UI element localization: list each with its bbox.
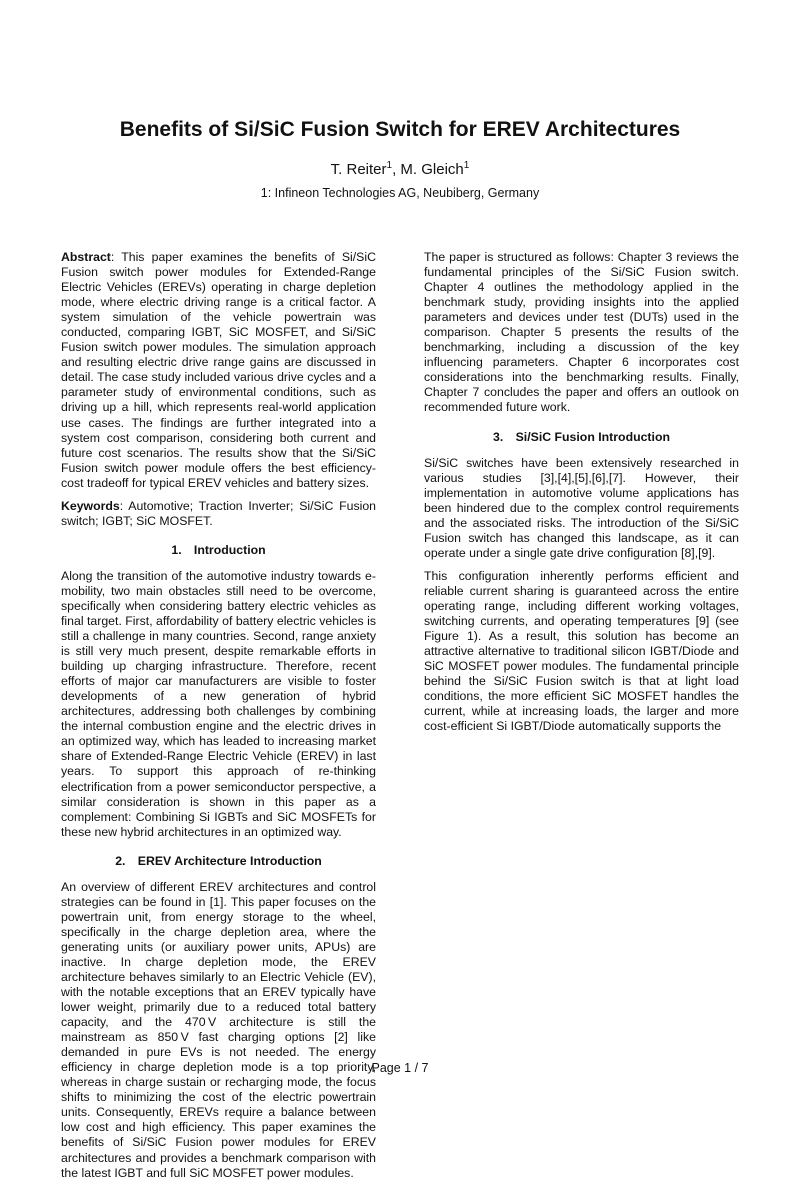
section-heading: 2. EREV Architecture Introduction bbox=[115, 853, 322, 868]
keywords-paragraph bbox=[61, 499, 376, 529]
keywords-text: : Automotive; Traction Inverter; Si/SiC Fusion switch; IGBT; SiC MOSFET. bbox=[61, 498, 376, 528]
affiliation: 1: Infineon Technologies AG, Neubiberg, Germany bbox=[260, 186, 540, 200]
keywords-label: Keywords bbox=[61, 498, 120, 513]
abstract-text: : This paper examines the benefits of Si/SiC Fusion switch power modules for Extended-Range Electric Vehicles (EREVs) operating in charge depletion mode, where electric driving range is a critical factor. A system simulation of the vehicle powertrain was conducted, comparing IGBT, SiC MOSFET, and Si/SiC Fusion switch power modules. The simulation approach and resulting electric drive range gains are discussed in detail. The case study included various drive cycles and a parameter study of environmental conditions, such as driving up a hill, which represents real-world application use cases. The findings are further integrated into a system cost comparison, considering both current and future cost scenarios. The results show that the Si/SiC Fusion switch power module offers the best efficiency-cost tradeoff for typical EREV vehicles and battery sizes. bbox=[61, 250, 376, 490]
section-heading: 3. Si/SiC Fusion Introduction bbox=[493, 429, 670, 444]
affiliation-marker: 1 bbox=[386, 160, 393, 171]
section-heading: 1. Introduction bbox=[171, 542, 266, 557]
body-paragraph: This configuration inherently performs efficient and reliable current sharing is guaranteed across the entire operating range, including different working voltages, switching currents, and operating temperatures [9] (see Figure 1). As a result, this solution has become an attractive alternative to traditional silicon IGBT/Diode and SiC MOSFET power modules. The fundamental principle behind the Si/SiC Fusion switch is that at light load conditions, the more efficient SiC MOSFET handles the current, while at increasing loads, the larger and more cost-efficient Si IGBT/Diode automatically supports the bbox=[424, 568, 739, 734]
author-separator: , bbox=[392, 161, 401, 178]
abstract-label: Abstract bbox=[61, 250, 111, 264]
body-paragraph: An overview of different EREV architectures and control strategies can be found in [1]. This paper focuses on the powertrain unit, from energy storage to the wheel, specifically in the charge depletion area, where the generating units (or auxiliary power units, APUs) are inactive. In charge depletion mode, the EREV architecture behaves similarly to an Electric Vehicle (EV), with the notable exceptions that an EREV typically have lower weight, primarily due to a reduced total battery capacity, and the 470 V architecture is still the mainstream as 850 V fast charging options [2] like demanded in pure EVs is not needed. The energy efficiency in charge depletion mode is a top priority, whereas in charge sustain or recharging mode, the focus shifts to minimizing the cost of the electric powertrain units. Consequently, EREVs require a balance between low cost and high efficiency. This paper examines the benefits of Si/SiC Fusion power modules for EREV architectures and provides a benchmark comparison with the latest IGBT and full SiC MOSFET power modules. bbox=[61, 879, 376, 1180]
paper-title: Benefits of Si/SiC Fusion Switch for EREV Architectures bbox=[119, 118, 681, 141]
author-name: T. Reiter bbox=[330, 161, 387, 178]
body-paragraph: The paper is structured as follows: Chapter 3 reviews the fundamental principles of the Si/SiC Fusion switch. Chapter 4 outlines the methodology applied in the benchmark study, providing insights into the applied parameters and devices under test (DUTs) used in the comparison. Chapter 5 presents the results of the benchmarking, including a discussion of the key influencing parameters. Chapter 6 incorporates cost considerations into the benchmarking results. Finally, Chapter 7 concludes the paper and offers an outlook on recommended future work. bbox=[424, 250, 739, 415]
page-number: Page 1 / 7 bbox=[371, 1061, 429, 1075]
author-line bbox=[0, 160, 800, 178]
body-paragraph: Along the transition of the automotive industry towards e-mobility, two main obstacles still need to be overcome, specifically when considering battery electric vehicles as final target. First, affordability of battery electric vehicles is still a challenge in many countries. Second, range anxiety is still very much present, despite remarkable efforts in building up charging infrastructure. Therefore, recent efforts of major car manufacturers are visible to foster developments of a new generation of hybrid architectures, addressing both challenges by combining the internal combustion engine and the electric drives in an optimized way, which has leaded to increasing market share of Extended-Range Electric Vehicle (EREV) in last years. To support this approach of re-thinking electrification from a power semiconductor perspective, a similar consideration is shown in this paper as a complement: Combining Si IGBTs and SiC MOSFETs for these new hybrid architectures in an optimized way. bbox=[61, 568, 376, 839]
body-paragraph: Si/SiC switches have been extensively researched in various studies [3],[4],[5],[6],[7]. However, their implementation in automotive volume applications has been hindered due to the complex control requirements and the associated risks. The introduction of the Si/SiC Fusion switch has changed this landscape, as it can operate under a single gate drive configuration [8],[9]. bbox=[424, 455, 739, 560]
left-column bbox=[61, 250, 376, 1189]
abstract-paragraph bbox=[61, 250, 376, 491]
affiliation-marker: 1 bbox=[463, 160, 470, 171]
right-column bbox=[424, 250, 739, 742]
author-name: M. Gleich bbox=[400, 161, 464, 178]
